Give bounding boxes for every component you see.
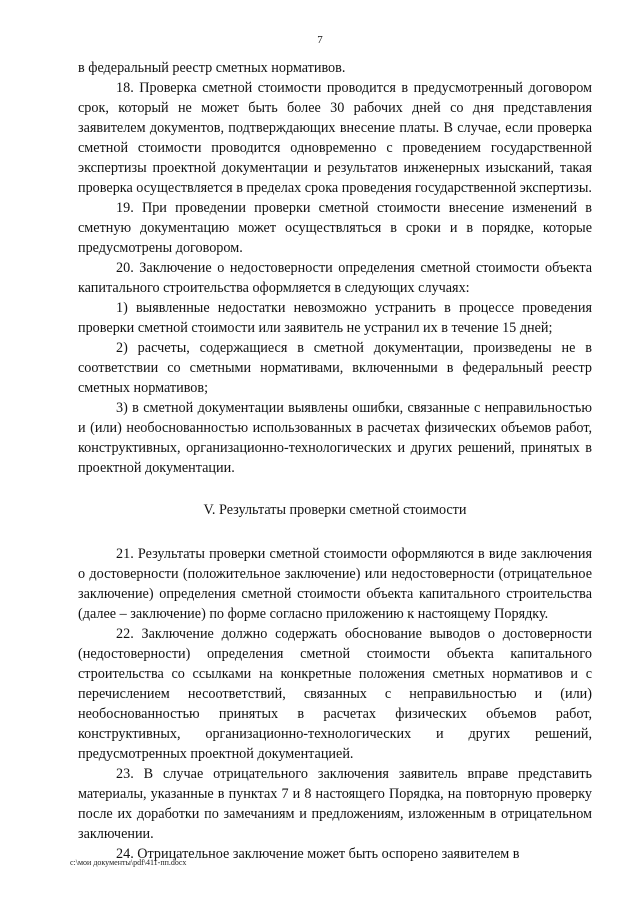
paragraph-21: 21. Результаты проверки сметной стоимости оформляются в виде заключения о достоверности (положительное заключение) или недостоверности (отрицательное заключение) определения сметной стоимости объекта капитального строительства (далее – заключение) по форме согласно приложению к настоящему Порядку. <box>78 546 592 622</box>
paragraph-20: 20. Заключение о недостоверности определения сметной стоимости объекта капитального строительства оформляется в следующих случаях: <box>78 260 592 296</box>
paragraph-18: 18. Проверка сметной стоимости проводится в предусмотренный договором срок, который не может быть более 30 рабочих дней со дня представления заявителем документов, подтверждающих внесение платы. В случае, если проверка сметной стоимости проводится одновременно с проведением государственной экспертизы проектной документации и результатов инженерных изысканий, такая проверка осуществляется в пределах срока проведения государственной экспертизы. <box>78 80 592 196</box>
footer-file-path: c:\мои документы\pdf\411-пп.docx <box>70 858 187 867</box>
document-body <box>78 58 592 864</box>
paragraph-20-item-2: 2) расчеты, содержащиеся в сметной документации, произведены не в соответствии со сметными нормативами, включенными в федеральный реестр сметных нормативов; <box>78 340 592 396</box>
page-number: 7 <box>317 34 323 46</box>
paragraph-24: 24. Отрицательное заключение может быть оспорено заявителем в <box>116 846 520 862</box>
section-heading: V. Результаты проверки сметной стоимости <box>203 502 467 518</box>
paragraph-19: 19. При проведении проверки сметной стоимости внесение изменений в сметную документацию может осуществляться в сроки и в порядке, которые предусмотрены договором. <box>78 200 592 256</box>
paragraph-22: 22. Заключение должно содержать обоснование выводов о достоверности (недостоверности) определения сметной стоимости объекта капитального строительства со ссылками на конкретные положения сметных нормативов и с перечислением несоответствий, связанных с неправильностью и (или) необоснованностью принятых в расчетах физических объемов работ, конструктивных, организационно-технологических и других решений, предусмотренных проектной документацией. <box>78 626 592 762</box>
paragraph-20-item-3: 3) в сметной документации выявлены ошибки, связанные с неправильностью и (или) необоснованностью использованных в расчетах физических объемов работ, конструктивных, организационно-технологических и других решений, принятых в проектной документации. <box>78 400 592 476</box>
paragraph-20-item-1: 1) выявленные недостатки невозможно устранить в процессе проведения проверки сметной стоимости или заявитель не устранил их в течение 15 дней; <box>78 300 592 336</box>
paragraph-continuation: в федеральный реестр сметных нормативов. <box>78 60 346 76</box>
paragraph-23: 23. В случае отрицательного заключения заявитель вправе представить материалы, указанные в пунктах 7 и 8 настоящего Порядка, на повторную проверку после их доработки по замечаниям и предложениям, изложенным в отрицательном заключении. <box>78 766 592 842</box>
